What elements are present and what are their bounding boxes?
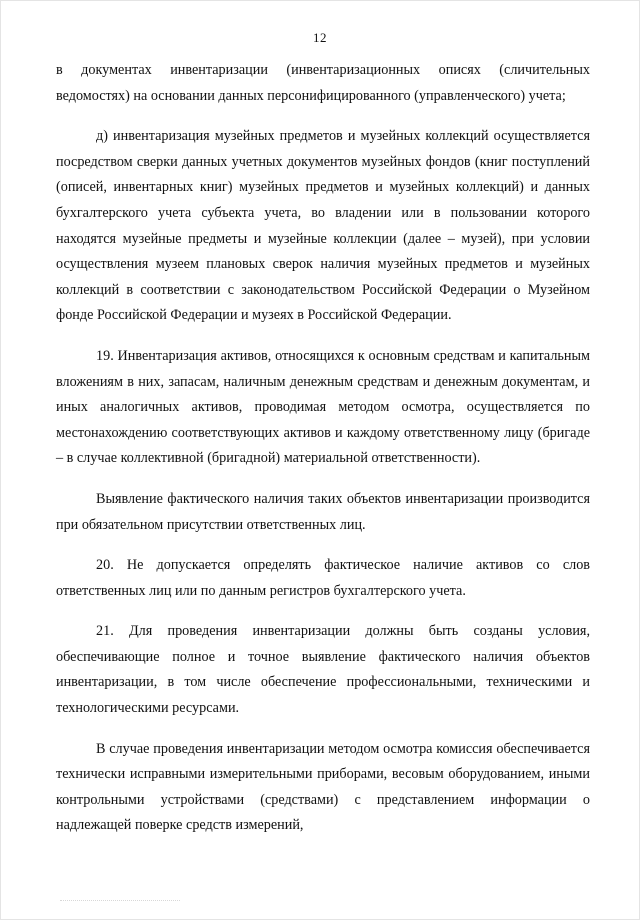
paragraph-clause-21: 21. Для проведения инвентаризации должны быть созданы условия, обеспечивающие полное и точное выявление фактического наличия объектов инвентаризации, в том числе обеспечение профессиональными, техническими и технологическими ресурсами. — [56, 623, 590, 717]
paragraph-clause-19: 19. Инвентаризация активов, относящихся к основным средствам и капитальным вложениям в них, запасам, наличным денежным средствам и денежным документам, и иных аналогичных активов, проводимая методом осмотра, осуществляется по местонахождению соответствующих активов и каждому ответственному лицу (бригаде – в случае коллективной (бригадной) материальной ответственности). — [56, 347, 590, 467]
paragraph-clause-20: 20. Не допускается определять фактическое наличие активов со слов ответственных лиц или по данным регистров бухгалтерского учета. — [56, 557, 590, 599]
page-number: 12 — [313, 30, 327, 45]
paragraph-inspection-instruments: В случае проведения инвентаризации методом осмотра комиссия обеспечивается технически исправными измерительными приборами, весовым оборудованием, иными контрольными устройствами (средствами) с представлением информации о надлежащей поверке средств измерений, — [56, 740, 590, 834]
paragraph-presence-of-responsible-persons: Выявление фактического наличия таких объектов инвентаризации производится при обязательном присутствии ответственных лиц. — [56, 490, 590, 533]
paragraph-item-d-museum-inventory: д) инвентаризация музейных предметов и музейных коллекций осуществляется посредством сверки данных учетных документов музейных фондов (книг поступлений (описей, инвентарных книг) музейных предметов и музейных коллекций) и данных бухгалтерского учета субъекта учета, во владении или в пользовании которого находятся музейные предметы и музейные коллекции (далее – музей), при условии осуществления музеем плановых сверок наличия музейных предметов и музейных коллекций в соответствии с законодательством Российской Федерации о Музейном фонде Российской Федерации и музеях в Российской Федерации. — [56, 128, 590, 324]
paragraph-continuation: в документах инвентаризации (инвентаризационных описях (сличительных ведомостях) на основании данных персонифицированного (управленческого) учета; — [56, 62, 590, 104]
document-body — [56, 58, 590, 839]
scan-artifact — [60, 900, 180, 902]
